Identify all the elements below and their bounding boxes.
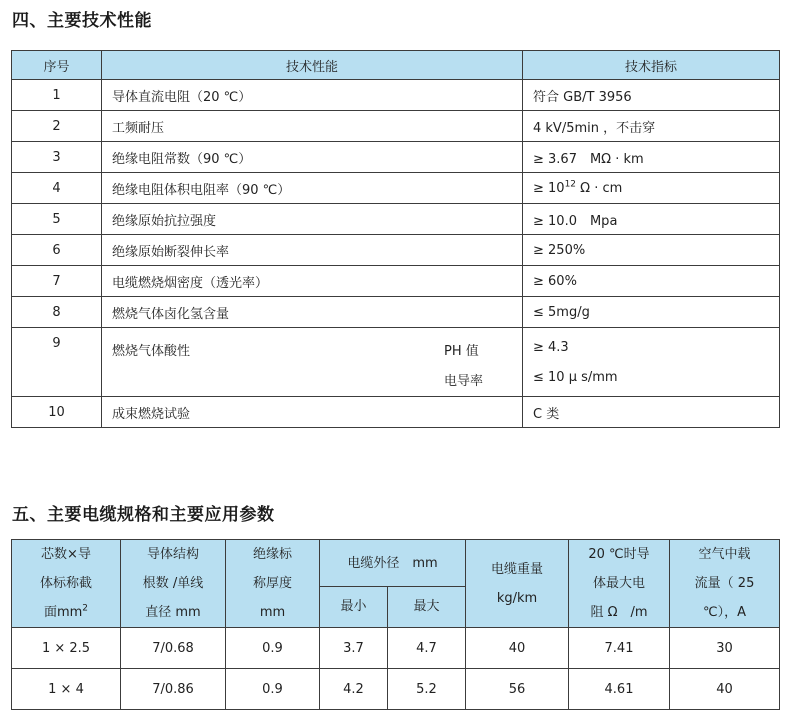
cell-resistance: 4.61 (569, 669, 670, 710)
header-capacity: 空气中载 流量（ 25 ℃），A (670, 540, 780, 628)
row-index: 6 (12, 235, 102, 266)
table-row (12, 173, 780, 204)
cell-min: 4.2 (320, 669, 388, 710)
cell-conductor: 7/0.68 (121, 628, 226, 669)
header-core: 芯数×导 体标称截 面$mm^2$ (12, 540, 121, 628)
header-performance: 技术性能 (102, 51, 523, 80)
technical-performance-table (11, 50, 780, 428)
spec-ph: ≥ 4.3 (533, 340, 569, 355)
table-row (12, 80, 780, 111)
row-specification: ≥ 10.0 Mpa (523, 204, 780, 235)
row-performance: 绝缘电阻体积电阻率（90 ℃） (102, 173, 523, 204)
table-row (12, 235, 780, 266)
header-index: 序号 (12, 51, 102, 80)
row-index: 1 (12, 80, 102, 111)
table-row (12, 204, 780, 235)
row-index: 4 (12, 173, 102, 204)
row-performance: 绝缘原始断裂伸长率 (102, 235, 523, 266)
row-specification: ≤ 5mg/g (523, 297, 780, 328)
row-performance: 绝缘电阻常数（90 ℃） (102, 142, 523, 173)
section4-title: 四、主要技术性能 (12, 11, 152, 31)
table-row (12, 266, 780, 297)
header-specification: 技术指标 (523, 51, 780, 80)
header-min: 最小 (320, 587, 388, 628)
table-row (12, 142, 780, 173)
cell-max: 5.2 (388, 669, 466, 710)
cell-capacity: 40 (670, 669, 780, 710)
row-index: 10 (12, 397, 102, 428)
performance-name: 燃烧气体酸性 (112, 344, 191, 359)
spec-exponent: 12 (564, 179, 577, 190)
table-row (12, 297, 780, 328)
table-header-row (12, 51, 780, 80)
row-specification (523, 173, 780, 204)
cell-core: 1 × 4 (12, 669, 121, 710)
sub-item-conductivity: 电导率 (444, 374, 484, 389)
row-performance: 成束燃烧试验 (102, 397, 523, 428)
cell-capacity: 30 (670, 628, 780, 669)
cell-insulation: 0.9 (226, 669, 320, 710)
row-specification: 符合 GB/T 3956 (523, 80, 780, 111)
row-performance: 电缆燃烧烟密度（透光率） (102, 266, 523, 297)
row-performance: 燃烧气体卤化氢含量 (102, 297, 523, 328)
cell-min: 3.7 (320, 628, 388, 669)
cell-resistance: 7.41 (569, 628, 670, 669)
row-performance: 工频耐压 (102, 111, 523, 142)
cell-core: 1 × 2.5 (12, 628, 121, 669)
row-index: 8 (12, 297, 102, 328)
spec-prefix: ≥ 10 (533, 180, 565, 196)
row-performance: 绝缘原始抗拉强度 (102, 204, 523, 235)
cell-weight: 40 (466, 628, 569, 669)
row-specification: C 类 (523, 397, 780, 428)
table-row (12, 669, 780, 710)
row-specification: 4 kV/5min ，不击穿 (523, 111, 780, 142)
spec-unit: Ω · cm (580, 180, 623, 196)
header-max: 最大 (388, 587, 466, 628)
row-specification (523, 328, 780, 397)
row-performance (102, 328, 523, 397)
header-insulation: 绝缘标 称厚度 mm (226, 540, 320, 628)
row-index: 9 (12, 328, 102, 397)
header-weight: 电缆重量 kg/km (466, 540, 569, 628)
sub-item-ph: PH 值 (444, 344, 479, 359)
row-index: 2 (12, 111, 102, 142)
table-row (12, 397, 780, 428)
cell-weight: 56 (466, 669, 569, 710)
row-performance: 导体直流电阻（20 ℃） (102, 80, 523, 111)
row-index: 7 (12, 266, 102, 297)
row-specification: ≥ 250% (523, 235, 780, 266)
table-header-row (12, 540, 780, 587)
section5-title: 五、主要电缆规格和主要应用参数 (12, 505, 275, 525)
row-specification: ≥ 60% (523, 266, 780, 297)
table-row (12, 111, 780, 142)
cable-spec-table (11, 539, 780, 710)
cell-insulation: 0.9 (226, 628, 320, 669)
cell-max: 4.7 (388, 628, 466, 669)
row-index: 5 (12, 204, 102, 235)
table-row (12, 628, 780, 669)
table-row (12, 328, 780, 397)
cell-conductor: 7/0.86 (121, 669, 226, 710)
header-resistance: 20 ℃时导 体最大电 阻 Ω /m (569, 540, 670, 628)
header-outer-diameter: 电缆外径 mm (320, 540, 466, 587)
row-index: 3 (12, 142, 102, 173)
row-specification: ≥ 3.67 MΩ · km (523, 142, 780, 173)
spec-conductivity: ≤ 10 μ s/mm (533, 370, 618, 385)
header-conductor: 导体结构 根数 /单线 直径 mm (121, 540, 226, 628)
